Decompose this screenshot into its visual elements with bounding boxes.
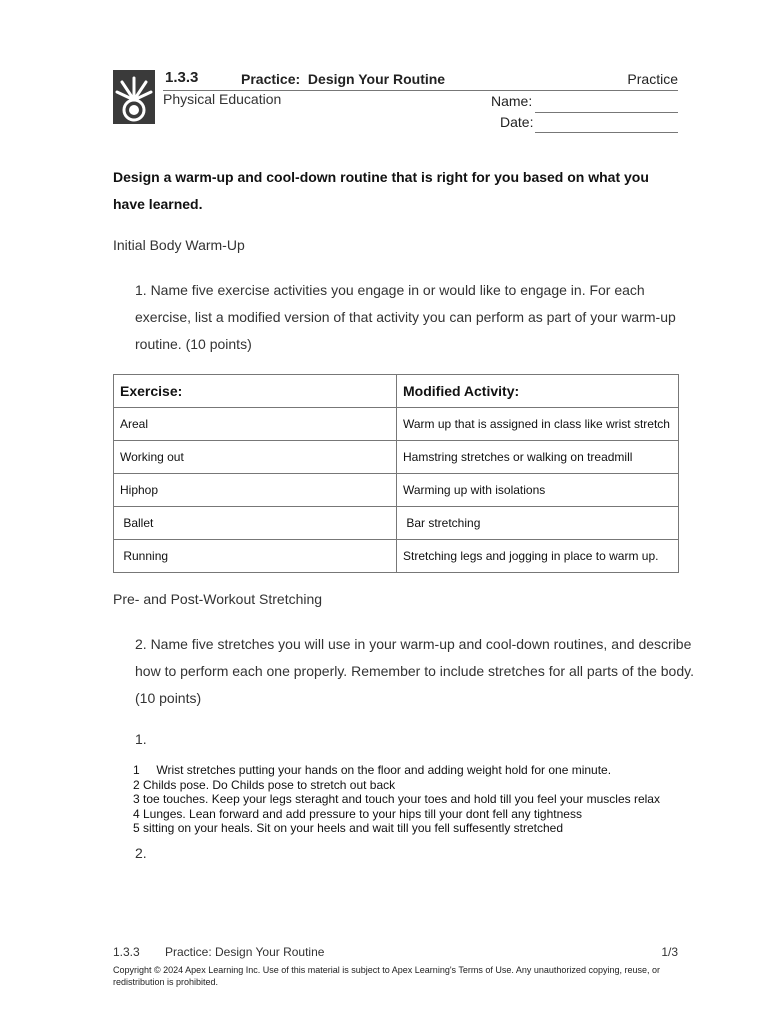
course-subject: Physical Education bbox=[163, 91, 282, 107]
answer-item-label-1: 1. bbox=[135, 731, 147, 747]
apex-sun-logo-icon bbox=[113, 70, 155, 124]
answer-line: 5 sitting on your heals. Sit on your heels and wait till you fell suffesently stretched bbox=[133, 821, 564, 835]
modified-activity-cell[interactable]: Warming up with isolations bbox=[397, 474, 679, 507]
table-row bbox=[114, 408, 679, 441]
column-header-modified-activity: Modified Activity: bbox=[397, 375, 679, 408]
exercise-cell[interactable]: Ballet bbox=[114, 507, 397, 540]
stretch-answers[interactable] bbox=[133, 763, 676, 836]
copyright-notice: Copyright © 2024 Apex Learning Inc. Use of this material is subject to Apex Learning's Terms of Use. Any unauthorized copying, reuse, or redistribution is prohibited. bbox=[113, 965, 660, 987]
date-label: Date: bbox=[500, 114, 534, 130]
footer-lesson-number: 1.3.3 bbox=[113, 945, 140, 959]
activity-type: Practice bbox=[627, 71, 678, 87]
date-field[interactable] bbox=[535, 132, 678, 133]
exercise-cell[interactable]: Areal bbox=[114, 408, 397, 441]
answer-line: 2 Childs pose. Do Childs pose to stretch out back bbox=[133, 777, 396, 792]
question-1: 1. Name five exercise activities you engage in or would like to engage in. For each exercise, list a modified version of that activity you can perform as part of your warm-up routine. (10 points) bbox=[135, 282, 676, 352]
table-row bbox=[114, 474, 679, 507]
table-row bbox=[114, 540, 679, 573]
answer-line: 3 toe touches. Keep your legs steraght and touch your toes and hold till you feel your muscles relax bbox=[133, 792, 660, 806]
name-label: Name: bbox=[491, 93, 533, 109]
modified-activity-cell[interactable]: Warm up that is assigned in class like wrist stretch bbox=[397, 408, 679, 441]
answer-line: 4 Lunges. Lean forward and add pressure to your hips till your dont fell any tightness bbox=[133, 806, 582, 821]
assignment-instructions: Design a warm-up and cool-down routine that is right for you based on what you have learned. bbox=[113, 169, 649, 212]
exercise-cell[interactable]: Running bbox=[114, 540, 397, 573]
answer-item-label-2: 2. bbox=[135, 845, 147, 861]
name-field[interactable] bbox=[535, 112, 678, 113]
question-2: 2. Name five stretches you will use in your warm-up and cool-down routines, and describe how to perform each one properly. Remember to include stretches for all parts of the body. (10 points) bbox=[135, 636, 694, 706]
lesson-number: 1.3.3 bbox=[165, 69, 199, 86]
exercise-cell[interactable]: Working out bbox=[114, 441, 397, 474]
exercise-table bbox=[113, 374, 679, 573]
modified-activity-cell[interactable]: Hamstring stretches or walking on treadmill bbox=[397, 441, 679, 474]
table-header-row bbox=[114, 375, 679, 408]
column-header-exercise: Exercise: bbox=[114, 375, 397, 408]
modified-activity-cell[interactable]: Stretching legs and jogging in place to warm up. bbox=[397, 540, 679, 573]
table-row bbox=[114, 507, 679, 540]
section-heading-warm-up: Initial Body Warm-Up bbox=[113, 237, 245, 253]
page-number: 1/3 bbox=[661, 945, 678, 959]
section-heading-stretching: Pre- and Post-Workout Stretching bbox=[113, 591, 323, 607]
table-row bbox=[114, 441, 679, 474]
footer-title: Practice: Design Your Routine bbox=[165, 945, 325, 959]
exercise-cell[interactable]: Hiphop bbox=[114, 474, 397, 507]
modified-activity-cell[interactable]: Bar stretching bbox=[397, 507, 679, 540]
page-title: Practice: Design Your Routine bbox=[241, 71, 446, 87]
answer-line: 1 Wrist stretches putting your hands on the floor and adding weight hold for one minute. bbox=[133, 763, 612, 777]
